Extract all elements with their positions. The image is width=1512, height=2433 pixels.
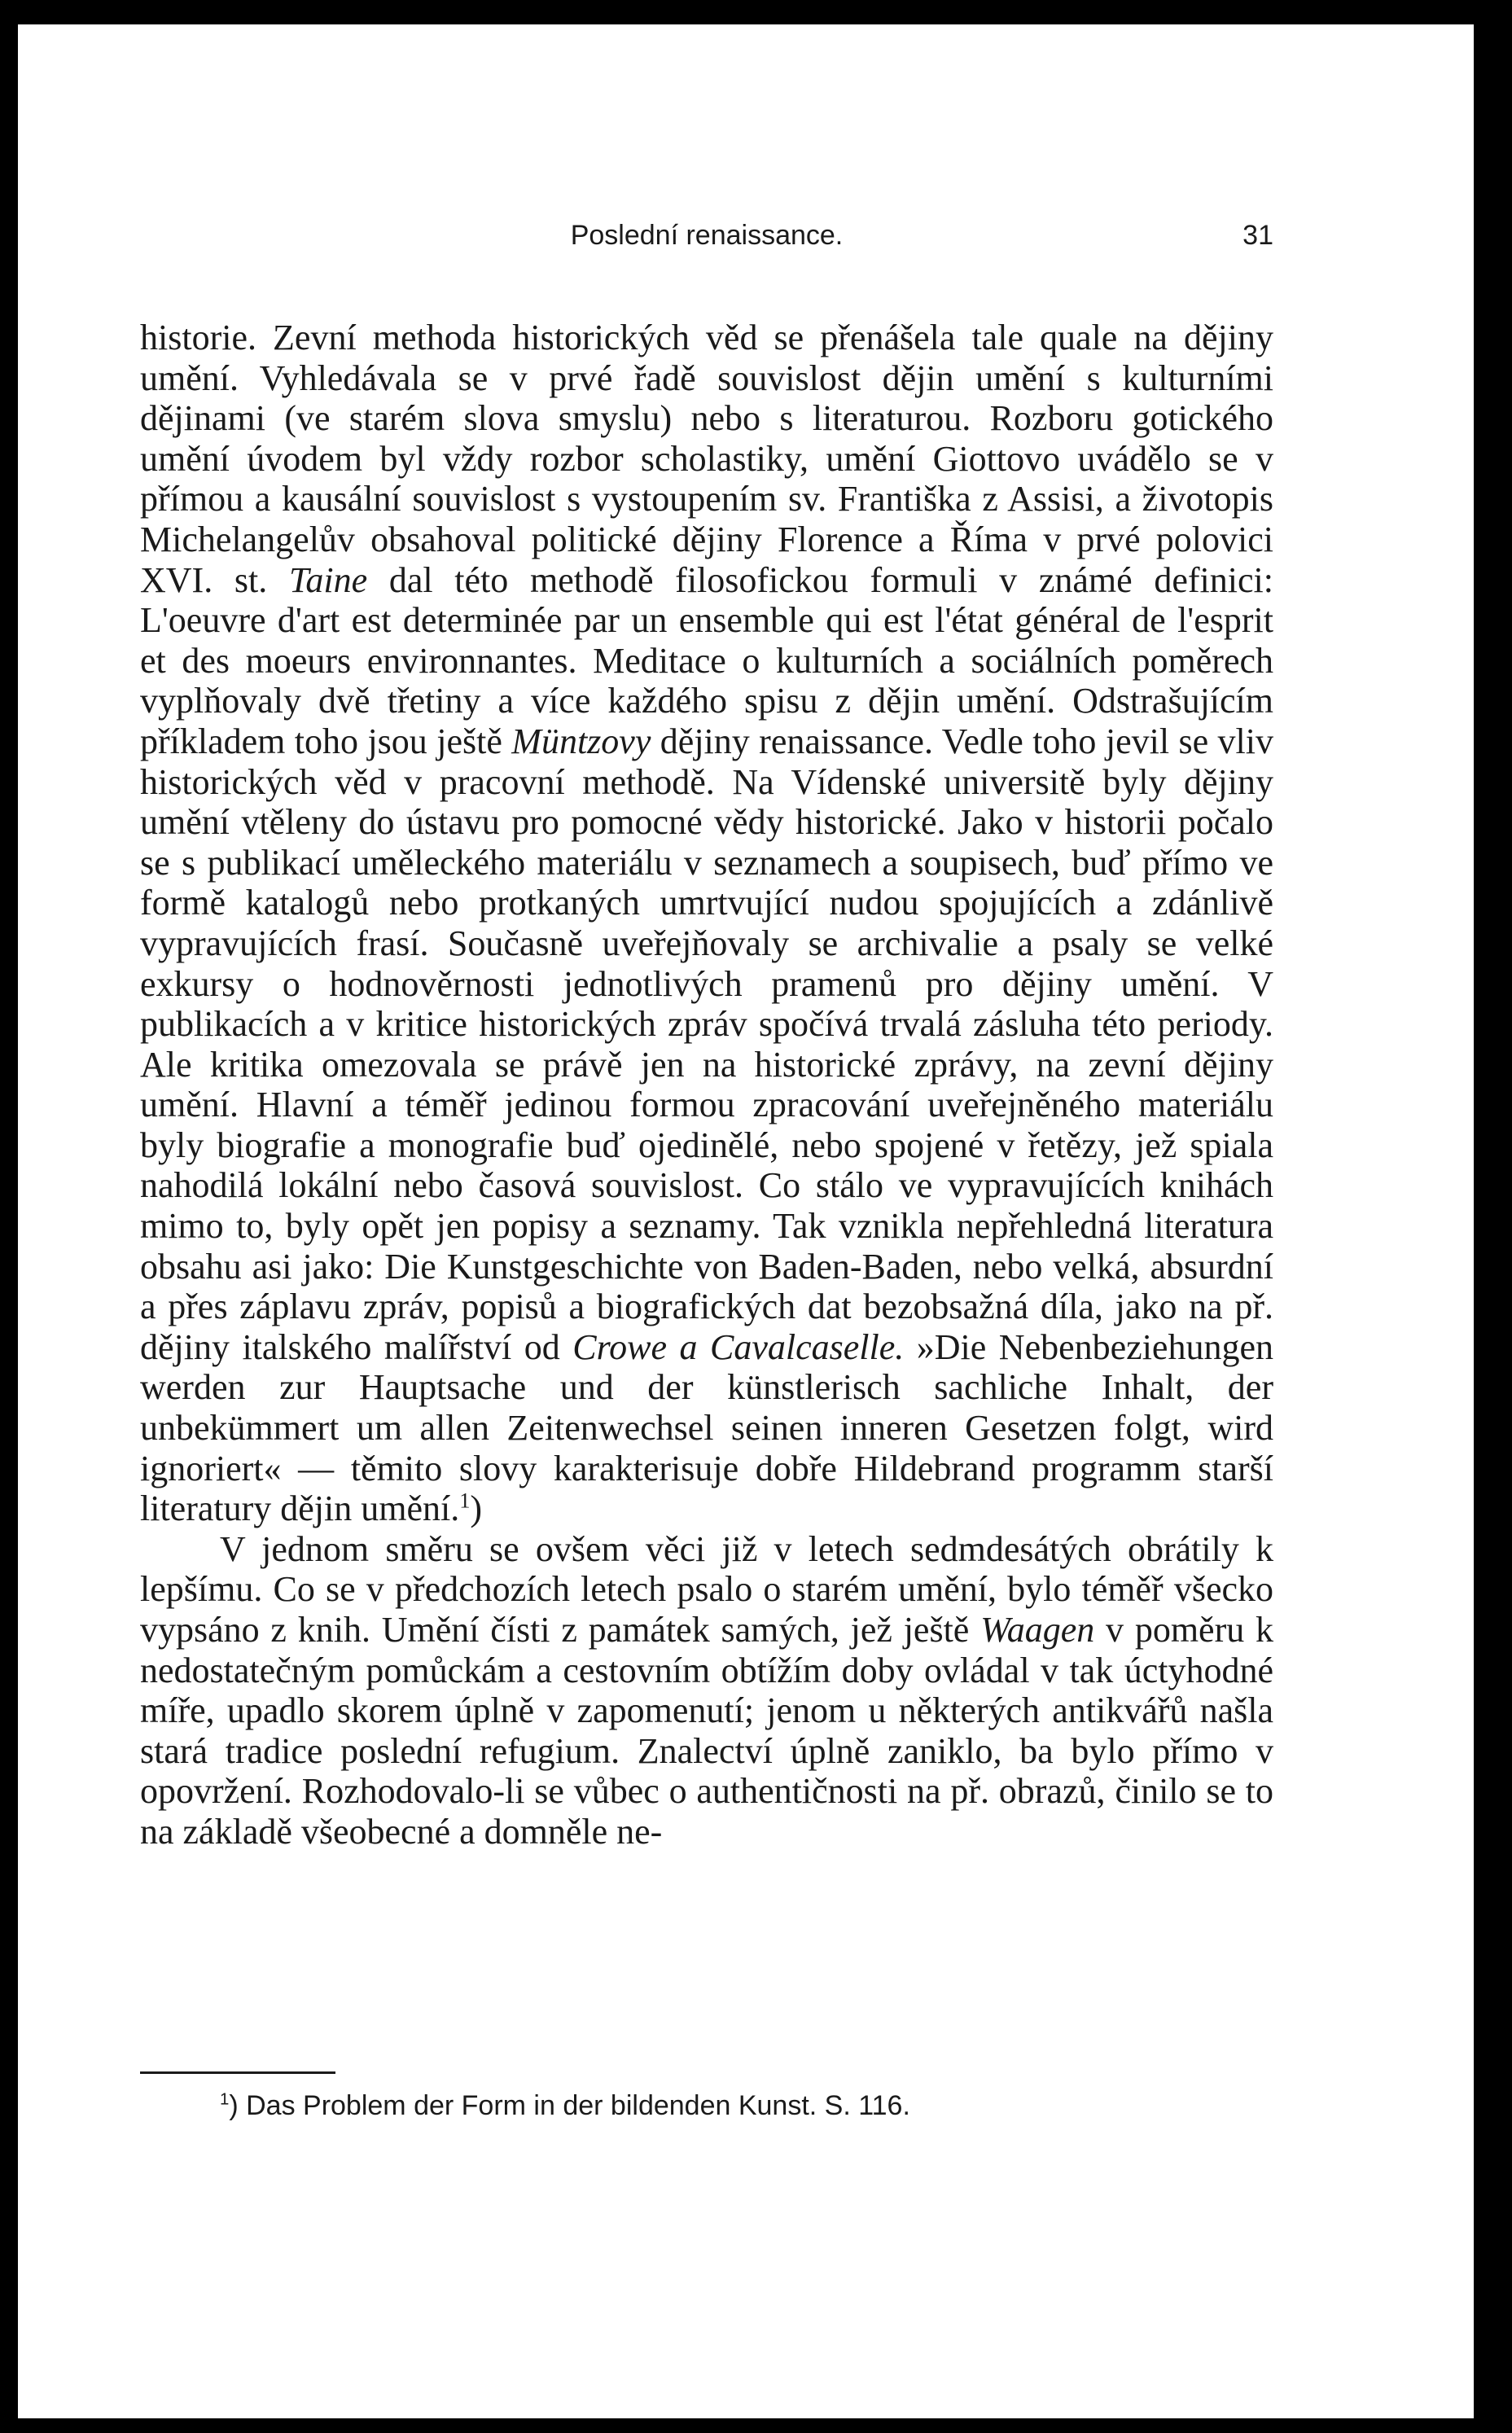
footnote-reference[interactable]: 1 <box>459 1488 471 1513</box>
emphasis-name-crowe-cavalcaselle: Crowe a Cavalcaselle. <box>572 1326 905 1367</box>
page-number: 31 <box>1242 220 1273 251</box>
footnote-mark: 1 <box>220 2090 230 2109</box>
emphasis-name-muntz: Müntzovy <box>511 721 651 761</box>
text-run: v poměru k nedostatečným pomůckám a cestovním obtížím doby ovládal v tak úctyhodné míře, upadlo skorem úplně v zapomenutí; jenom u některých antikvářů našla stará tradice poslední refugium. Znalectví úplně zaniklo, ba bylo přímo v opovržení. Rozhodovalo-li se vůbec o authentičnosti na př. obrazů, činilo se to na základě všeobecné a domněle ne- <box>140 1610 1274 1852</box>
footnote-divider <box>140 2071 335 2074</box>
paragraph-2 <box>140 1529 1273 1852</box>
text-run: historie. Zevní methoda historických věd se přenášela tale quale na dějiny umění. Vyhledávala se v prvé řadě souvislost dějin umění s kulturními dějinami (ve starém slova smyslu) nebo s literaturou. Rozboru gotického umění úvodem byl vždy rozbor scholastiky, umění Giottovo uvádělo se v přímou a kausální souvislost s vystoupením sv. Františka z Assisi, a životopis Michelangelův obsahoval politické dějiny Florence a Říma v prvé polovici XVI. st. <box>140 318 1273 600</box>
text-run: V jednom směru se ovšem věci již v letech sedmdesátých obrátily k lepšímu. Co se v předchozích letech psalo o starém umění, bylo téměř všecko vypsáno z knih. Umění čísti z památek samých, jež ještě <box>140 1528 1273 1650</box>
paragraph-1 <box>140 318 1273 1529</box>
book-page <box>18 24 1474 2418</box>
footnote <box>220 2088 1273 2124</box>
emphasis-name-taine: Taine <box>288 559 368 600</box>
main-text <box>140 318 1273 1852</box>
emphasis-name-waagen: Waagen <box>980 1610 1095 1650</box>
running-title: Poslední renaissance. <box>570 220 844 251</box>
footnote-text: ) Das Problem der Form in der bildenden Kunst. S. 116. <box>229 2090 910 2121</box>
text-run: dějiny renaissance. Vedle toho jevil se vliv historických věd v pracovní methodě. Na Vídenské universitě byly dějiny umění vtěleny do ústavu pro pomocné vědy historické. Jako v historii počalo se s publikací uměleckého materiálu v seznamech a soupisech, buď přímo ve formě katalogů nebo protkaných umrtvující nudou spojujících a zdánlivě vypravujících frasí. Současně uveřejňovaly se archivalie a psaly se velké exkursy o hodnověrnosti jednotlivých pramenů pro dějiny umění. V publikacích a v kritice historických zpráv spočívá trvalá zásluha této periody. Ale kritika omezovala se právě jen na historické zprávy, na zevní dějiny umění. Hlavní a téměř jedinou formou zpracování uveřejněného materiálu byly biografie a monografie buď ojedinělé, nebo spojené v řetězy, jež spiala nahodilá lokální nebo časová souvislost. Co stálo ve vypravujících knihách mimo to, byly opět jen popisy a seznamy. Tak vznikla nepřehledná literatura obsahu asi jako: Die Kunstgeschichte von Baden-Baden, nebo velká, absurdní a přes záplavu zpráv, popisů a biografických dat bezobsažná díla, jako na př. dějiny italského malířství od <box>140 721 1273 1367</box>
text-run: »Die Nebenbeziehungen werden zur Hauptsache und der künstlerisch sachliche Inhalt, der unbekümmert um allen Zeitenwechsel seinen inneren Gesetzen folgt, wird ignoriert« — těmito slovy karakterisuje dobře Hildebrand programm starší literatury dějin umění. <box>140 1326 1273 1529</box>
text-run: dal této methodě filosofickou formuli v známé definici: L'oeuvre d'art est determinée par un ensemble qui est l'état général de l'esprit et des moeurs environnantes. Meditace o kulturních a sociálních poměrech vyplňovaly dvě třetiny a více každého spisu z dějin umění. Odstrašujícím příkladem toho jsou ještě <box>140 559 1273 761</box>
running-header <box>140 220 1273 269</box>
text-run: ) <box>470 1488 483 1529</box>
